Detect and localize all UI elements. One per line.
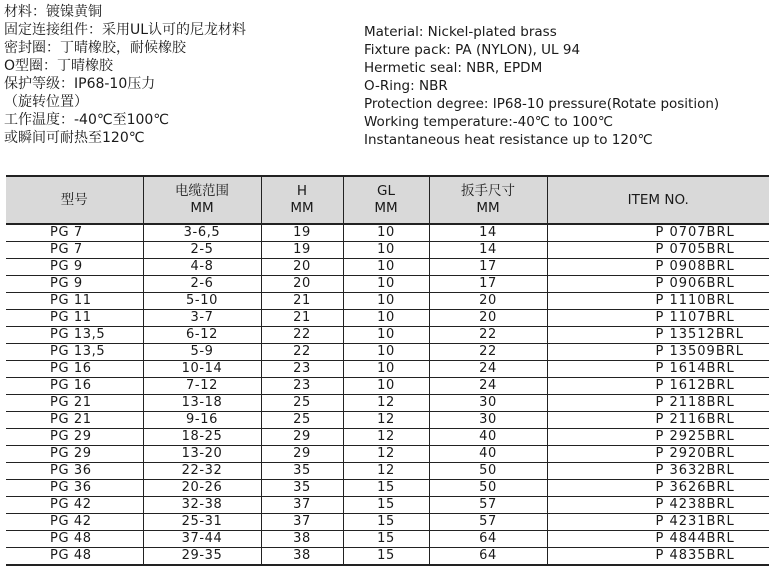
cell-h: 20: [261, 276, 343, 293]
header-cable-range-unit: MM: [190, 200, 214, 216]
header-gl: [343, 176, 429, 224]
cell-wrench-size: 20: [429, 310, 547, 327]
cell-model: PG 7: [6, 242, 143, 259]
cell-model: PG 48: [6, 548, 143, 566]
cell-cable-range: 2-5: [143, 242, 261, 259]
cell-item-no: P 2118BRL: [547, 395, 769, 412]
table-row: [6, 224, 769, 242]
cell-wrench-size: 64: [429, 531, 547, 548]
spec-line-temperature-cn: 工作温度：-40℃至100℃: [4, 112, 170, 128]
cell-item-no: P 2920BRL: [547, 446, 769, 463]
table-row: [6, 497, 769, 514]
header-gl-label: GL: [377, 183, 395, 199]
cell-cable-range: 6-12: [143, 327, 261, 344]
cell-wrench-size: 22: [429, 327, 547, 344]
cell-h: 37: [261, 497, 343, 514]
cell-gl: 15: [343, 497, 429, 514]
cell-item-no: P 4238BRL: [547, 497, 769, 514]
cell-item-no: P 4835BRL: [547, 548, 769, 566]
cell-h: 38: [261, 548, 343, 566]
cell-gl: 10: [343, 276, 429, 293]
cell-gl: 10: [343, 293, 429, 310]
cell-wrench-size: 24: [429, 378, 547, 395]
header-item-no: [547, 176, 769, 224]
cell-item-no: P 3626BRL: [547, 480, 769, 497]
header-cable-range-label: 电缆范围: [175, 183, 229, 199]
cell-item-no: P 13509BRL: [547, 344, 769, 361]
cell-gl: 10: [343, 327, 429, 344]
cell-gl: 10: [343, 310, 429, 327]
spec-line-material-cn: 材料：镀镍黄铜: [4, 4, 102, 20]
cell-item-no: P 1107BRL: [547, 310, 769, 327]
spec-list-chinese: [4, 3, 354, 147]
cell-wrench-size: 17: [429, 259, 547, 276]
cell-wrench-size: 30: [429, 412, 547, 429]
table-row: [6, 463, 769, 480]
header-model: [6, 176, 143, 224]
cell-model: PG 11: [6, 293, 143, 310]
cell-wrench-size: 40: [429, 446, 547, 463]
spec-line-material-en: Material: Nickel-plated brass: [364, 24, 557, 40]
header-item-no-label: ITEM NO.: [627, 191, 689, 208]
cell-cable-range: 2-6: [143, 276, 261, 293]
cell-gl: 10: [343, 242, 429, 259]
cell-gl: 10: [343, 361, 429, 378]
cell-wrench-size: 57: [429, 514, 547, 531]
cell-cable-range: 29-35: [143, 548, 261, 566]
cell-item-no: P 13512BRL: [547, 327, 769, 344]
cell-cable-range: 4-8: [143, 259, 261, 276]
cell-h: 23: [261, 378, 343, 395]
table-row: [6, 446, 769, 463]
spec-line-seal-en: Hermetic seal: NBR, EPDM: [364, 60, 543, 76]
cell-model: PG 13,5: [6, 327, 143, 344]
cell-cable-range: 13-18: [143, 395, 261, 412]
cell-item-no: P 0906BRL: [547, 276, 769, 293]
header-cable-range: [143, 176, 261, 224]
header-wrench-size-unit: MM: [476, 200, 500, 216]
header-model-label: 型号: [60, 191, 88, 208]
cell-cable-range: 3-7: [143, 310, 261, 327]
cell-cable-range: 20-26: [143, 480, 261, 497]
cell-wrench-size: 22: [429, 344, 547, 361]
cell-wrench-size: 57: [429, 497, 547, 514]
table-header-row: [6, 176, 769, 224]
cell-gl: 15: [343, 480, 429, 497]
cell-h: 22: [261, 327, 343, 344]
header-gl-unit: MM: [374, 200, 398, 216]
spec-line-heat-en: Instantaneous heat resistance up to 120℃: [364, 132, 653, 148]
table-row: [6, 548, 769, 566]
cell-wrench-size: 50: [429, 480, 547, 497]
table-row: [6, 531, 769, 548]
table-row: [6, 378, 769, 395]
table-body: [6, 224, 769, 565]
cell-h: 25: [261, 412, 343, 429]
cell-gl: 12: [343, 446, 429, 463]
cell-cable-range: 18-25: [143, 429, 261, 446]
spec-line-temperature-en: Working temperature:-40℃ to 100℃: [364, 114, 614, 130]
table-row: [6, 242, 769, 259]
cell-gl: 10: [343, 344, 429, 361]
cell-wrench-size: 30: [429, 395, 547, 412]
cell-cable-range: 9-16: [143, 412, 261, 429]
cell-wrench-size: 40: [429, 429, 547, 446]
cell-model: PG 16: [6, 361, 143, 378]
table-row: [6, 276, 769, 293]
table-row: [6, 259, 769, 276]
cell-h: 22: [261, 344, 343, 361]
cell-model: PG 29: [6, 446, 143, 463]
cell-item-no: P 4844BRL: [547, 531, 769, 548]
header-wrench-size-label: 扳手尺寸: [461, 183, 515, 199]
header-h-unit: MM: [290, 200, 314, 216]
cell-gl: 15: [343, 531, 429, 548]
spec-line-heat-cn: 或瞬间可耐热至120℃: [4, 130, 145, 146]
cell-model: PG 9: [6, 259, 143, 276]
cell-wrench-size: 50: [429, 463, 547, 480]
cell-h: 29: [261, 429, 343, 446]
cell-h: 19: [261, 224, 343, 242]
cell-h: 21: [261, 310, 343, 327]
cell-model: PG 36: [6, 463, 143, 480]
spec-line-oring-en: O-Ring: NBR: [364, 78, 448, 94]
cell-model: PG 21: [6, 412, 143, 429]
cell-h: 20: [261, 259, 343, 276]
spec-line-fixture-en: Fixture pack: PA (NYLON), UL 94: [364, 42, 581, 58]
spec-line-fixture-cn: 固定连接组件：采用UL认可的尼龙材料: [4, 22, 247, 38]
spec-line-protection-cn: 保护等级：IP68-10压力: [4, 76, 156, 92]
cell-h: 19: [261, 242, 343, 259]
cell-model: PG 42: [6, 497, 143, 514]
table-row: [6, 395, 769, 412]
table-row: [6, 412, 769, 429]
cell-wrench-size: 14: [429, 224, 547, 242]
cell-model: PG 13,5: [6, 344, 143, 361]
cell-cable-range: 3-6,5: [143, 224, 261, 242]
cell-item-no: P 1612BRL: [547, 378, 769, 395]
cell-cable-range: 13-20: [143, 446, 261, 463]
cell-model: PG 9: [6, 276, 143, 293]
cell-wrench-size: 17: [429, 276, 547, 293]
spec-line-seal-cn: 密封圈：丁晴橡胶，耐候橡胶: [4, 40, 186, 56]
cell-gl: 12: [343, 395, 429, 412]
spec-list-english: [364, 23, 774, 149]
cell-item-no: P 2116BRL: [547, 412, 769, 429]
cell-h: 29: [261, 446, 343, 463]
cell-cable-range: 5-10: [143, 293, 261, 310]
cell-h: 35: [261, 480, 343, 497]
header-h-label: H: [296, 183, 308, 199]
spec-line-oring-cn: O型圈：丁晴橡胶: [4, 58, 114, 74]
table-row: [6, 514, 769, 531]
cell-model: PG 36: [6, 480, 143, 497]
table-row: [6, 344, 769, 361]
cell-wrench-size: 20: [429, 293, 547, 310]
header-h: [261, 176, 343, 224]
cell-model: PG 11: [6, 310, 143, 327]
cell-gl: 12: [343, 412, 429, 429]
table-row: [6, 480, 769, 497]
cell-model: PG 29: [6, 429, 143, 446]
cell-wrench-size: 14: [429, 242, 547, 259]
cell-wrench-size: 64: [429, 548, 547, 566]
cell-item-no: P 0705BRL: [547, 242, 769, 259]
cell-item-no: P 1110BRL: [547, 293, 769, 310]
table-row: [6, 429, 769, 446]
cell-model: PG 16: [6, 378, 143, 395]
cell-gl: 10: [343, 259, 429, 276]
cell-gl: 12: [343, 463, 429, 480]
cell-h: 25: [261, 395, 343, 412]
cell-model: PG 21: [6, 395, 143, 412]
spec-line-protection-en: Protection degree: IP68-10 pressure(Rotate position): [364, 96, 720, 112]
cell-model: PG 7: [6, 224, 143, 242]
table-row: [6, 361, 769, 378]
cell-gl: 15: [343, 548, 429, 566]
table-row: [6, 327, 769, 344]
cell-item-no: P 2925BRL: [547, 429, 769, 446]
cell-item-no: P 1614BRL: [547, 361, 769, 378]
cell-h: 38: [261, 531, 343, 548]
cell-gl: 15: [343, 514, 429, 531]
cell-h: 23: [261, 361, 343, 378]
table-row: [6, 293, 769, 310]
spec-line-rotate-cn: （旋转位置）: [4, 94, 88, 110]
cell-cable-range: 32-38: [143, 497, 261, 514]
cell-item-no: P 0707BRL: [547, 224, 769, 242]
cell-cable-range: 10-14: [143, 361, 261, 378]
cell-h: 37: [261, 514, 343, 531]
cell-h: 35: [261, 463, 343, 480]
cell-cable-range: 7-12: [143, 378, 261, 395]
cell-cable-range: 5-9: [143, 344, 261, 361]
cell-wrench-size: 24: [429, 361, 547, 378]
cell-gl: 10: [343, 224, 429, 242]
cell-gl: 12: [343, 429, 429, 446]
product-spec-table: [6, 175, 769, 566]
cell-item-no: P 0908BRL: [547, 259, 769, 276]
cell-item-no: P 4231BRL: [547, 514, 769, 531]
cell-model: PG 48: [6, 531, 143, 548]
table-row: [6, 310, 769, 327]
cell-cable-range: 25-31: [143, 514, 261, 531]
cell-h: 21: [261, 293, 343, 310]
header-wrench-size: [429, 176, 547, 224]
cell-model: PG 42: [6, 514, 143, 531]
cell-gl: 10: [343, 378, 429, 395]
cell-cable-range: 22-32: [143, 463, 261, 480]
cell-cable-range: 37-44: [143, 531, 261, 548]
cell-item-no: P 3632BRL: [547, 463, 769, 480]
